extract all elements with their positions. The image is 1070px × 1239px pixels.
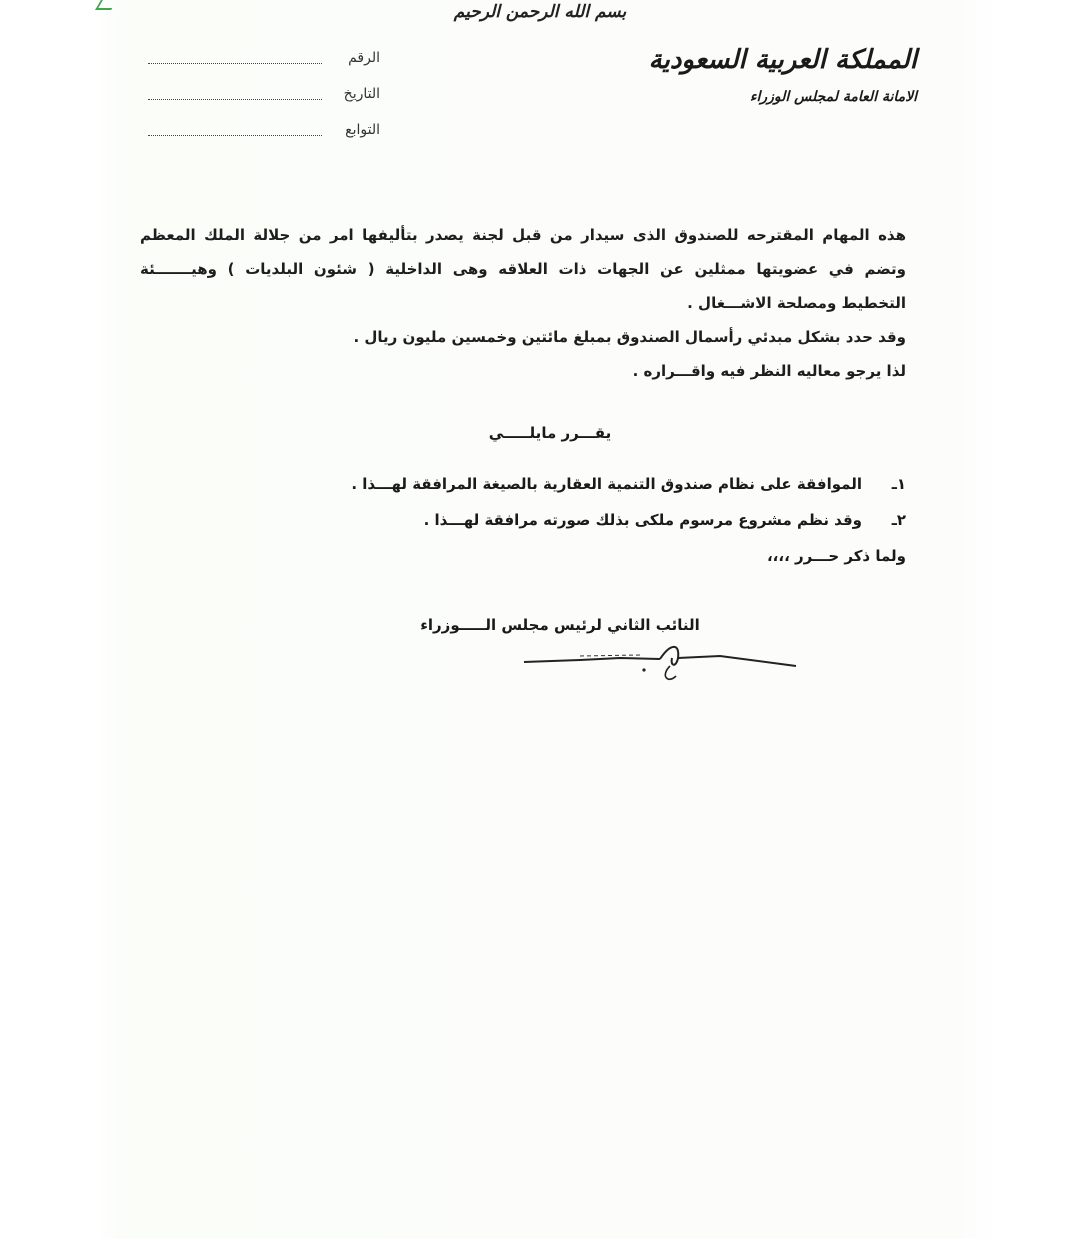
item-text: وقد نظم مشروع مرسوم ملكى بذلك صورته مرافقة لهـــذا . <box>423 511 862 529</box>
reference-fields <box>148 40 380 148</box>
decision-item <box>140 502 906 538</box>
ref-date-label: التاريخ <box>343 86 380 102</box>
letter-body <box>140 218 906 388</box>
body-paragraph: التخطيط ومصلحة الاشـــغال . <box>687 294 906 312</box>
department-name: الامانة العامة لمجلس الوزراء <box>749 89 917 105</box>
body-paragraph: هذه المهام المقترحه للصندوق الذى سيدار من قبل لجنة يصدر بتأليفها امر من جلالة الملك المعظم <box>140 226 906 244</box>
decision-items <box>140 466 906 538</box>
ref-number-row <box>148 40 380 76</box>
body-paragraph: وقد حدد بشكل مبدئي رأسمال الصندوق بمبلغ مائتين وخمسين مليون ريال . <box>353 328 906 346</box>
body-paragraph: وتضم في عضويتها ممثلين عن الجهات ذات العلاقه وهى الداخلية ( شئون البلديات ) وهيـــــــئة <box>140 260 906 278</box>
ref-number-label: الرقم <box>348 50 380 66</box>
decision-heading: يقـــرر مايلـــــي <box>488 424 612 442</box>
ref-attachments-row <box>148 112 380 148</box>
decision-item <box>140 466 906 502</box>
closing-line: ولما ذكر حـــرر ،،،، <box>766 547 906 565</box>
kingdom-name: المملكة العربية السعودية <box>648 45 917 75</box>
item-number: ١ـ <box>891 475 906 493</box>
basmala: بسم الله الرحمن الرحيم <box>453 2 627 22</box>
ref-number-line <box>148 62 322 64</box>
letterhead <box>648 40 917 130</box>
ref-date-line <box>148 98 322 100</box>
ref-date-row <box>148 76 380 112</box>
ref-attachments-label: التوابع <box>345 122 380 138</box>
signer-title: النائب الثاني لرئيس مجلس الـــــوزراء <box>420 616 700 634</box>
item-number: ٢ـ <box>891 511 906 529</box>
ref-attachments-line <box>148 134 322 136</box>
item-text: الموافقة على نظام صندوق التنمية العقارية بالصيغة المرافقة لهـــذا . <box>351 475 862 493</box>
body-paragraph: لذا يرجو معاليه النظر فيه واقـــراره . <box>632 362 906 380</box>
corner-mark <box>95 0 117 10</box>
signature-mark <box>520 636 800 686</box>
